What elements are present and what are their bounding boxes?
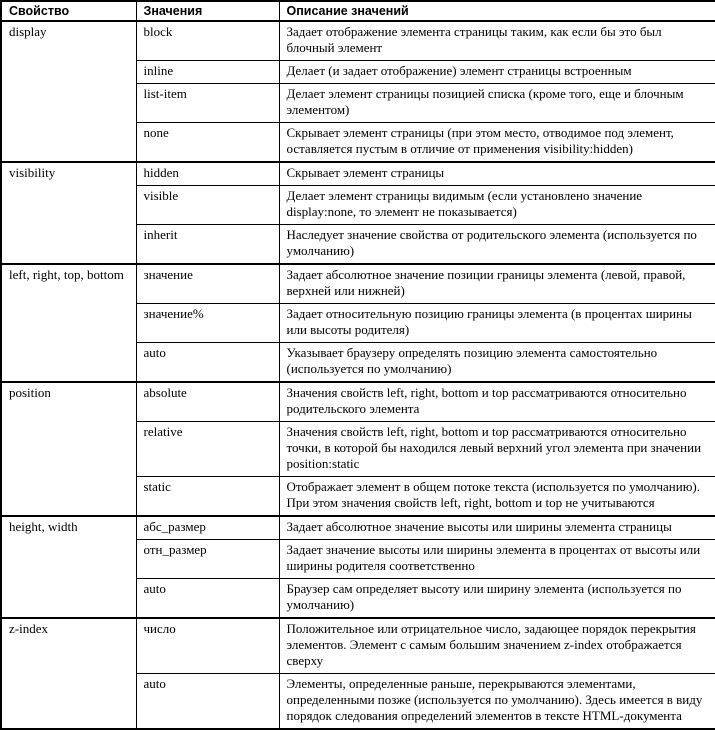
column-header-property: Свойство [1,1,136,21]
value-cell: значение [136,264,279,304]
property-cell: left, right, top, bottom [1,264,136,382]
description-cell: Значения свойств left, right, bottom и top рассматриваются относительно родительского элемента [279,382,715,422]
description-cell: Задает отображение элемента страницы таким, как если бы это был блочный элемент [279,21,715,61]
value-cell: none [136,123,279,163]
property-cell: display [1,21,136,162]
table-row [1,516,715,540]
value-cell: auto [136,579,279,619]
column-header-description: Описание значений [279,1,715,21]
property-cell: height, width [1,516,136,618]
value-cell: block [136,21,279,61]
table-row [1,264,715,304]
value-cell: абс_размер [136,516,279,540]
description-cell: Скрывает элемент страницы (при этом место, отводимое под элемент, оставляется пустым в отличие от применения visibility:hidden) [279,123,715,163]
description-cell: Делает элемент страницы видимым (если установлено значение display:none, то элемент не показывается) [279,186,715,225]
table-row [1,21,715,61]
value-cell: значение% [136,304,279,343]
value-cell: inline [136,61,279,84]
description-cell: Указывает браузеру определять позицию элемента самостоятельно (используется по умолчанию) [279,343,715,383]
value-cell: inherit [136,225,279,265]
property-cell: z-index [1,618,136,729]
description-cell: Задает значение высоты или ширины элемента в процентах от высоты или ширины родителя соответственно [279,540,715,579]
value-cell: число [136,618,279,674]
value-cell: list-item [136,84,279,123]
value-cell: absolute [136,382,279,422]
property-cell: visibility [1,162,136,264]
value-cell: auto [136,343,279,383]
table-row [1,618,715,674]
property-cell: position [1,382,136,516]
description-cell: Задает абсолютное значение позиции границы элемента (левой, правой, верхней или нижней) [279,264,715,304]
table-header [1,1,715,21]
description-cell: Значения свойств left, right, bottom и top рассматриваются относительно точки, в которой бы находился левый верхний угол элемента при значении position:static [279,422,715,477]
value-cell: отн_размер [136,540,279,579]
value-cell: auto [136,674,279,730]
description-cell: Делает (и задает отображение) элемент страницы встроенным [279,61,715,84]
description-cell: Задает относительную позицию границы элемента (в процентах ширины или высоты родителя) [279,304,715,343]
description-cell: Задает абсолютное значение высоты или ширины элемента страницы [279,516,715,540]
description-cell: Скрывает элемент страницы [279,162,715,186]
description-cell: Элементы, определенные раньше, перекрываются элементами, определенными позже (используется по умолчанию). Здесь имеется в виду порядок следования определений элементов в тексте HTML-документа [279,674,715,730]
description-cell: Отображает элемент в общем потоке текста (используется по умолчанию). При этом значения свойств left, right, bottom и top не учитываются [279,477,715,517]
description-cell: Положительное или отрицательное число, задающее порядок перекрытия элементов. Элемент с самым большим значением z-index отображается сверху [279,618,715,674]
table-body [1,21,715,729]
description-cell: Браузер сам определяет высоту или ширину элемента (используется по умолчанию) [279,579,715,619]
table-row [1,382,715,422]
table-row [1,162,715,186]
value-cell: hidden [136,162,279,186]
header-row [1,1,715,21]
description-cell: Наследует значение свойства от родительского элемента (используется по умолчанию) [279,225,715,265]
value-cell: visible [136,186,279,225]
column-header-values: Значения [136,1,279,21]
value-cell: relative [136,422,279,477]
value-cell: static [136,477,279,517]
description-cell: Делает элемент страницы позицией списка (кроме того, еще и блочным элементом) [279,84,715,123]
